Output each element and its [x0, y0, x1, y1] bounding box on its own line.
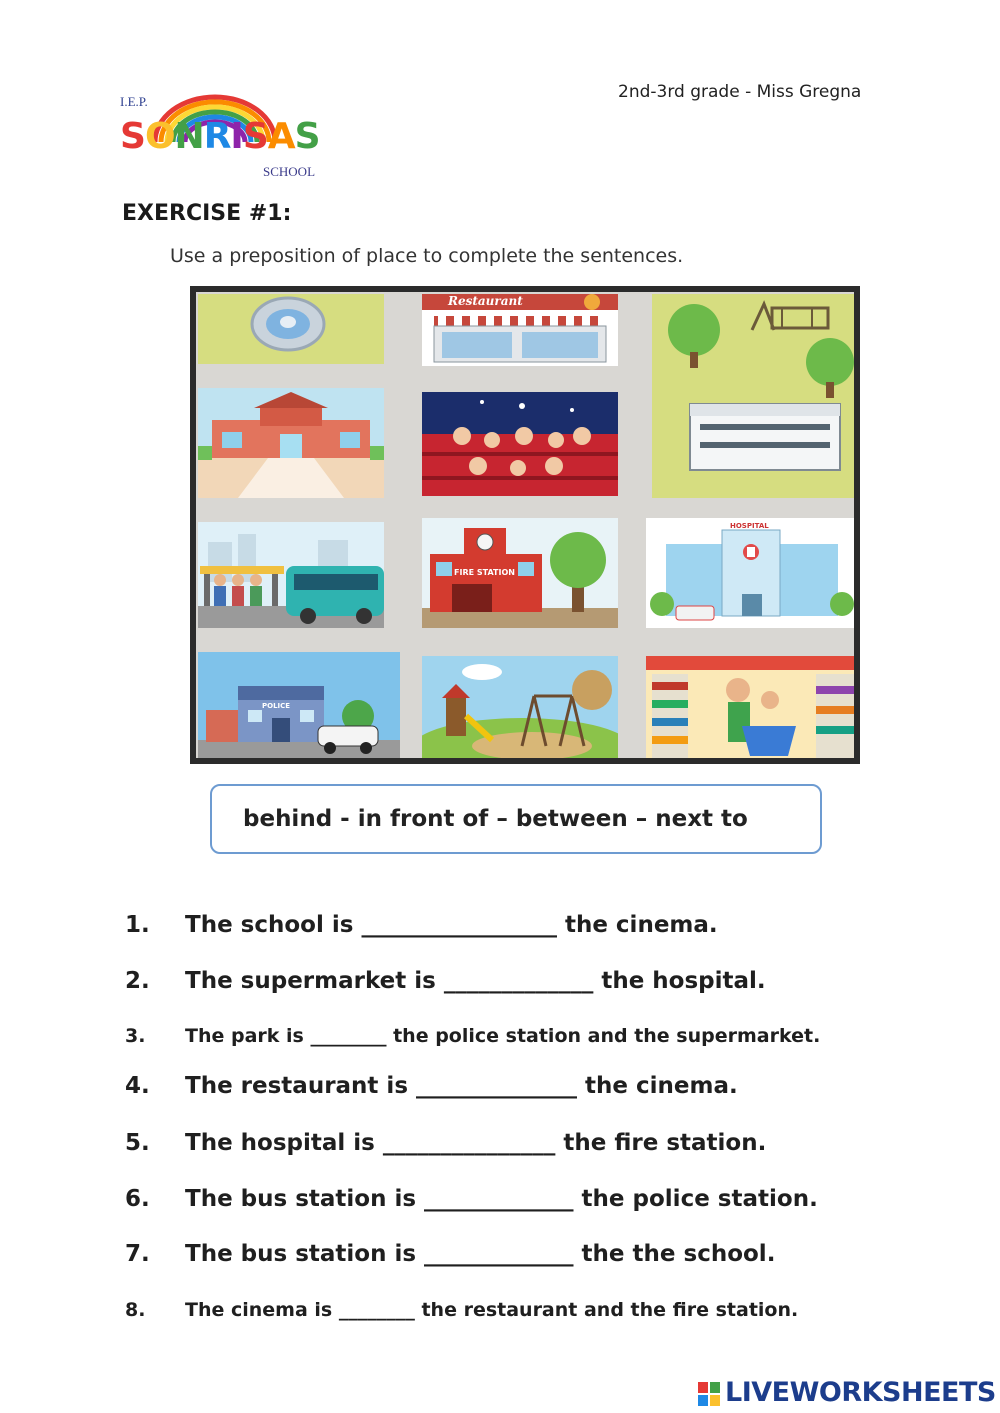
- fire-station-sign: FIRE STATION: [454, 568, 515, 577]
- question-text: The restaurant is ______________ the cinema.: [185, 1073, 738, 1099]
- question-text: The hospital is _______________ the fire station.: [185, 1130, 767, 1156]
- logo-bottom-text: SCHOOL: [263, 164, 316, 179]
- fountain-tile: [198, 294, 384, 364]
- question-number: 2.: [125, 968, 150, 994]
- hospital-sign: HOSPITAL: [730, 522, 769, 530]
- question-number: 7.: [125, 1241, 150, 1267]
- restaurant-tile: [422, 294, 618, 366]
- exercise-instructions: Use a preposition of place to complete the sentences.: [170, 245, 684, 267]
- fountain-icon: [198, 294, 384, 364]
- question-number: 6.: [125, 1186, 150, 1212]
- question-number: 5.: [125, 1130, 150, 1156]
- liveworksheets-brand: LIVEWORKSHEETS: [725, 1377, 996, 1408]
- hospital-tile: [646, 518, 858, 628]
- school-tile: [198, 388, 384, 498]
- question-text: The school is _________________ the cinema.: [185, 912, 718, 938]
- bus-station-tile: [198, 522, 384, 628]
- supermarket-tile: [646, 656, 858, 760]
- question-text: The supermarket is _____________ the hospital.: [185, 968, 766, 994]
- liveworksheets-mark-icon: [698, 1382, 720, 1406]
- park-area-tile: [652, 294, 858, 498]
- town-map-picture: [190, 286, 860, 764]
- school-logo: [115, 92, 330, 184]
- fire-station-tile: [422, 518, 618, 628]
- question-text: The park is ________ the police station and the supermarket.: [185, 1025, 821, 1047]
- police-sign: POLICE: [262, 702, 291, 710]
- question-text: The bus station is _____________ the police station.: [185, 1186, 818, 1212]
- question-number: 1.: [125, 912, 150, 938]
- playground-tile: [422, 656, 618, 760]
- police-station-tile: [198, 652, 400, 760]
- question-text: The bus station is _____________ the the school.: [185, 1241, 776, 1267]
- logo-brand: SONRISAS: [120, 116, 320, 157]
- question-number: 8.: [125, 1299, 146, 1321]
- exercise-title: EXERCISE #1:: [122, 201, 292, 226]
- question-number: 3.: [125, 1025, 146, 1047]
- question-text: The cinema is ________ the restaurant and the fire station.: [185, 1299, 799, 1321]
- restaurant-sign: Restaurant: [448, 294, 523, 308]
- cinema-tile: [422, 392, 618, 496]
- word-bank-box: [210, 784, 822, 854]
- logo-top-text: I.E.P.: [120, 94, 148, 109]
- grade-teacher-label: 2nd-3rd grade - Miss Gregna: [618, 82, 862, 102]
- question-number: 4.: [125, 1073, 150, 1099]
- word-bank-text: behind - in front of – between – next to: [243, 806, 748, 832]
